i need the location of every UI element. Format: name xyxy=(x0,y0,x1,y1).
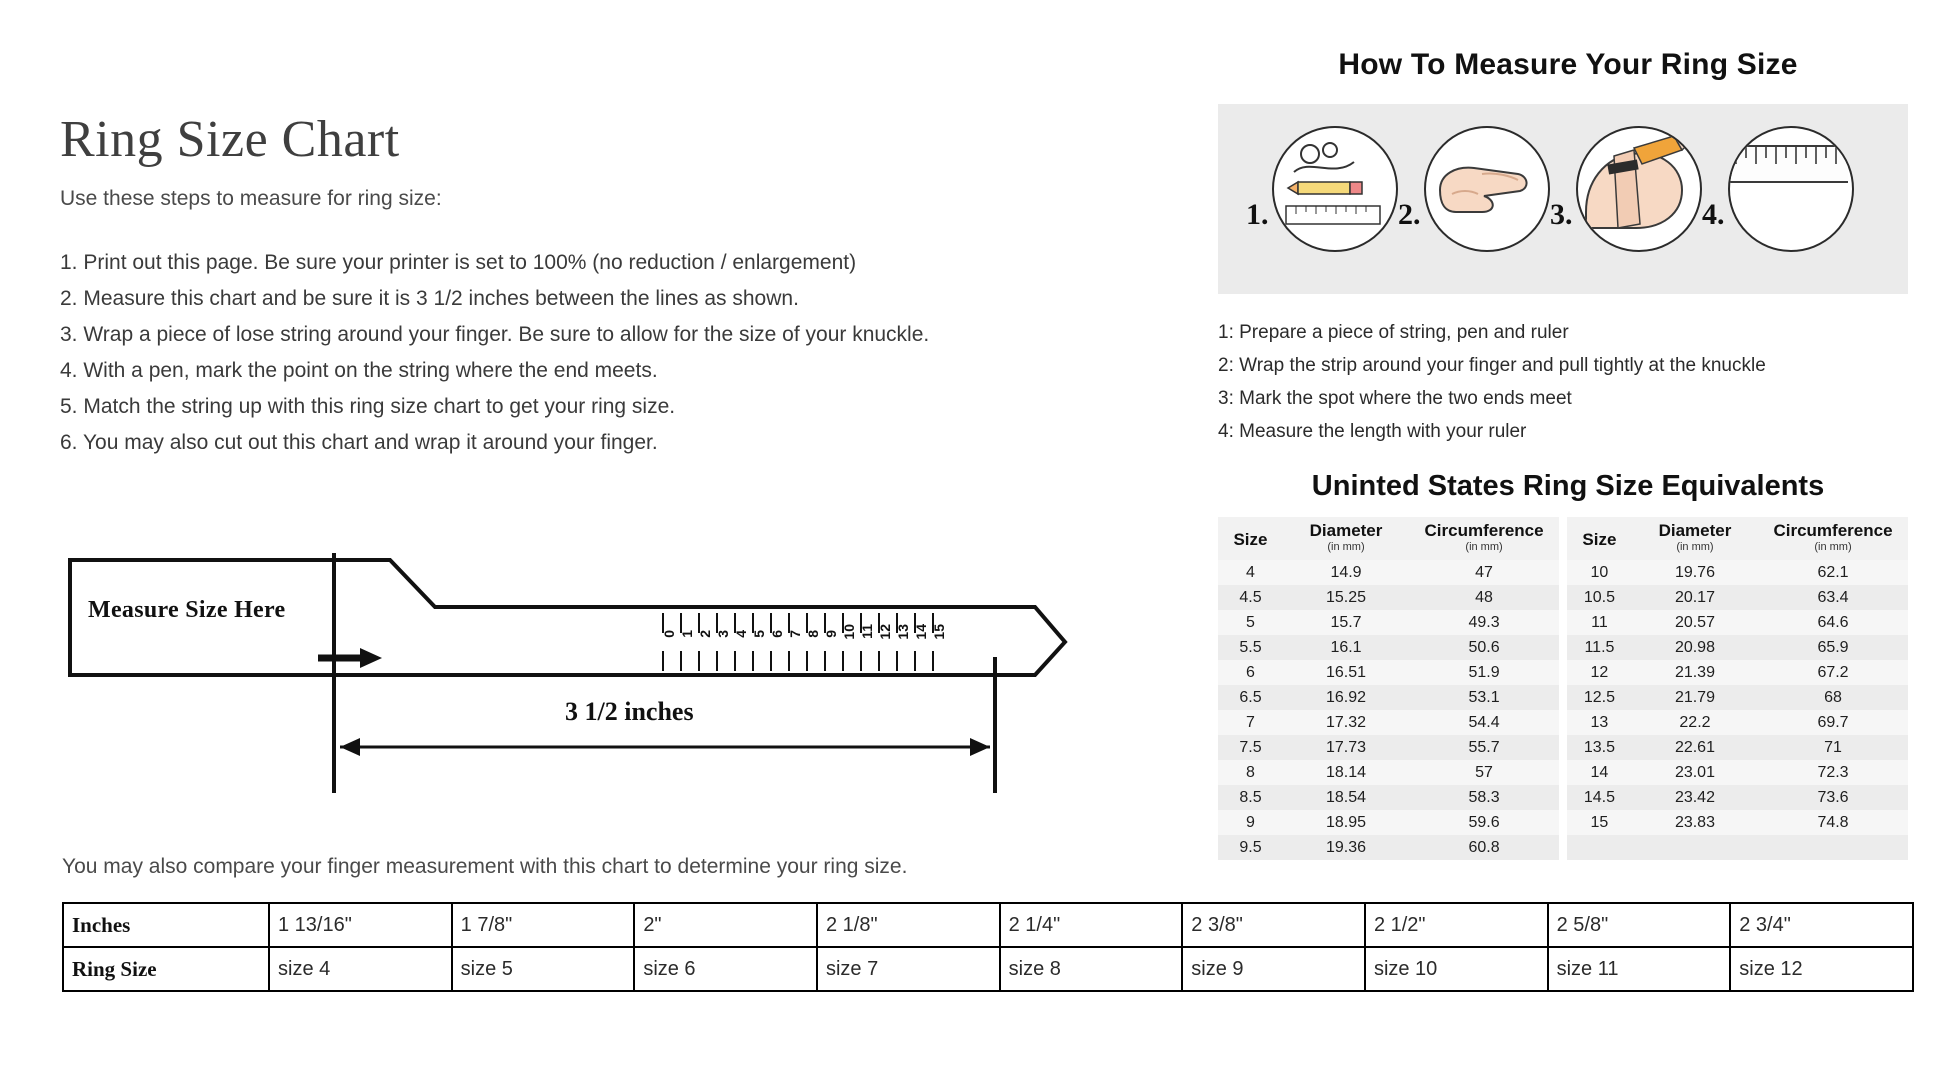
inches-cell: 2 1/2" xyxy=(1365,903,1548,947)
cell-size: 15 xyxy=(1590,813,1609,831)
cell-circumference xyxy=(1758,835,1908,860)
illustration-number: 4. xyxy=(1702,198,1725,231)
inches-cell: 2 3/4" xyxy=(1730,903,1913,947)
cell-circumference: 60.8 xyxy=(1468,838,1500,856)
ring-size-cell: size 9 xyxy=(1182,947,1365,991)
column-header-circumference xyxy=(1758,517,1908,560)
cell-diameter: 15.7 xyxy=(1330,613,1362,631)
cell-circumference: 49.3 xyxy=(1468,613,1500,631)
ruler-tick-label: 14 xyxy=(913,624,929,640)
equivalents-title: Uninted States Ring Size Equivalents xyxy=(1311,470,1825,502)
column-header-circumference-unit: (in mm) xyxy=(1814,541,1852,553)
cell-circumference: 55.7 xyxy=(1468,738,1500,756)
step-item: 2. Measure this chart and be sure it is 3 1/2 inches between the lines as shown. xyxy=(60,287,799,310)
cell-circumference: 62.1 xyxy=(1817,563,1849,581)
cell-size: 7.5 xyxy=(1239,738,1262,756)
cell-size: 5.5 xyxy=(1239,638,1262,656)
dimension-arrow-right xyxy=(970,738,990,756)
illustration-step-4 xyxy=(1702,126,1852,276)
cell-diameter: 20.57 xyxy=(1674,613,1715,631)
ruler-tick-label: 2 xyxy=(697,630,713,638)
illustration-step-2 xyxy=(1398,126,1548,276)
ruler-tick-label: 13 xyxy=(895,624,911,640)
cell-size: 9.5 xyxy=(1239,838,1262,856)
illustration-number: 3. xyxy=(1550,198,1573,231)
ruler-tick-label: 4 xyxy=(733,630,749,638)
table-row xyxy=(63,947,1913,991)
table-row xyxy=(1218,585,1559,610)
table-row xyxy=(1567,635,1908,660)
ruler-tick-label: 6 xyxy=(769,630,785,638)
column-header-diameter-label: Diameter xyxy=(1309,521,1383,540)
cell-size: 5 xyxy=(1246,613,1255,631)
inches-row-header: Inches xyxy=(63,903,269,947)
column-header-size: Size xyxy=(1567,517,1632,560)
cell-size: 13 xyxy=(1590,713,1609,731)
illustration-step-1 xyxy=(1246,126,1396,276)
instruction-item: 2: Wrap the strip around your finger and pull tightly at the knuckle xyxy=(1218,355,1766,376)
cell-size: 4 xyxy=(1246,563,1255,581)
instruction-item: 4: Measure the length with your ruler xyxy=(1218,421,1527,442)
column-header-size: Size xyxy=(1218,517,1283,560)
cell-diameter: 20.17 xyxy=(1674,588,1715,606)
cell-diameter: 16.51 xyxy=(1325,663,1367,681)
table-row xyxy=(1218,560,1559,585)
table-row xyxy=(1218,660,1559,685)
illustration-step-3 xyxy=(1550,126,1700,276)
cell-circumference: 64.6 xyxy=(1817,613,1849,631)
instruction-item: 3: Mark the spot where the two ends meet xyxy=(1218,388,1572,409)
table-row xyxy=(1567,585,1908,610)
cell-diameter: 16.1 xyxy=(1330,638,1362,656)
cell-circumference: 59.6 xyxy=(1468,813,1500,831)
cell-circumference: 63.4 xyxy=(1817,588,1849,606)
cell-diameter xyxy=(1632,835,1758,860)
ruler-tick-label: 8 xyxy=(805,630,821,638)
cell-circumference: 65.9 xyxy=(1817,638,1849,656)
ring-size-cell: size 12 xyxy=(1730,947,1913,991)
string-pencil-ruler-icon xyxy=(1272,126,1398,252)
cell-circumference: 54.4 xyxy=(1468,713,1500,731)
inches-cell: 2" xyxy=(634,903,817,947)
cell-diameter: 22.2 xyxy=(1679,713,1711,731)
cell-circumference: 71 xyxy=(1824,738,1842,756)
cell-size: 11.5 xyxy=(1584,638,1615,656)
equivalents-tables xyxy=(1218,517,1908,860)
page-subtitle: Use these steps to measure for ring size: xyxy=(60,187,442,210)
cell-circumference: 73.6 xyxy=(1817,788,1849,806)
cell-circumference: 47 xyxy=(1475,563,1493,581)
table-row xyxy=(1567,760,1908,785)
measure-instructions-list xyxy=(1218,316,1918,448)
cell-diameter: 18.14 xyxy=(1325,763,1367,781)
hand-pointing-icon xyxy=(1424,126,1550,252)
cell-diameter: 23.42 xyxy=(1674,788,1715,806)
column-header-diameter-unit: (in mm) xyxy=(1676,541,1714,553)
cell-size: 10.5 xyxy=(1583,588,1615,606)
table-row xyxy=(1567,735,1908,760)
cell-diameter: 15.25 xyxy=(1325,588,1367,606)
cell-diameter: 19.36 xyxy=(1325,838,1367,856)
ring-sizer-diagram xyxy=(60,545,1070,820)
cell-circumference: 67.2 xyxy=(1817,663,1849,681)
equivalents-table-right xyxy=(1567,517,1908,860)
table-row xyxy=(1567,710,1908,735)
illustration-number: 2. xyxy=(1398,198,1421,231)
ruler-tick-label: 3 xyxy=(715,630,731,638)
cell-size: 7 xyxy=(1246,713,1255,731)
ruler-tick-label: 11 xyxy=(859,624,875,639)
cell-diameter: 14.9 xyxy=(1330,563,1362,581)
cell-size: 12 xyxy=(1590,663,1609,681)
step-item: 4. With a pen, mark the point on the string where the end meets. xyxy=(60,359,658,382)
page-title: Ring Size Chart xyxy=(60,111,400,168)
inches-cell: 1 7/8" xyxy=(452,903,635,947)
ruler-tick-label: 5 xyxy=(751,630,767,638)
ruler-tick-label: 7 xyxy=(787,630,803,638)
ruler-tick-label: 9 xyxy=(823,630,839,638)
table-row xyxy=(1218,810,1559,835)
cell-size: 14 xyxy=(1590,763,1609,781)
cell-size: 6.5 xyxy=(1239,688,1262,706)
cell-diameter: 23.01 xyxy=(1674,763,1715,781)
ruler-tick-label: 15 xyxy=(931,624,947,640)
cell-size xyxy=(1567,835,1632,860)
ring-size-cell: size 11 xyxy=(1548,947,1731,991)
column-header-diameter-label: Diameter xyxy=(1658,521,1732,540)
ring-size-cell: size 8 xyxy=(1000,947,1183,991)
cell-size: 6 xyxy=(1246,663,1255,681)
ruler-icon xyxy=(1728,126,1854,252)
table-row xyxy=(1218,735,1559,760)
compare-note: You may also compare your finger measurement with this chart to determine your ring size. xyxy=(62,855,908,878)
cell-circumference: 48 xyxy=(1475,588,1493,606)
column-header-diameter xyxy=(1283,517,1409,560)
cell-circumference: 68 xyxy=(1824,688,1842,706)
cell-size: 14.5 xyxy=(1583,788,1615,806)
cell-circumference: 50.6 xyxy=(1468,638,1500,656)
instruction-item: 1: Prepare a piece of string, pen and ruler xyxy=(1218,322,1569,343)
cell-diameter: 18.54 xyxy=(1325,788,1367,806)
finger-with-strip-icon xyxy=(1576,126,1702,252)
cell-diameter: 17.73 xyxy=(1325,738,1367,756)
cell-circumference: 57 xyxy=(1475,763,1493,781)
inches-cell: 2 3/8" xyxy=(1182,903,1365,947)
ring-size-cell: size 10 xyxy=(1365,947,1548,991)
table-row xyxy=(1218,685,1559,710)
step-item: 3. Wrap a piece of lose string around your finger. Be sure to allow for the size of your knuckle. xyxy=(60,323,930,346)
table-header-row xyxy=(1218,517,1559,560)
inches-cell: 1 13/16" xyxy=(269,903,452,947)
cell-size: 11 xyxy=(1591,613,1608,631)
ruler-tick-label: 1 xyxy=(679,630,695,638)
cell-size: 4.5 xyxy=(1239,588,1262,606)
table-row xyxy=(1567,685,1908,710)
cell-circumference: 72.3 xyxy=(1817,763,1849,781)
how-to-measure-title: How To Measure Your Ring Size xyxy=(1338,48,1798,81)
column-header-diameter xyxy=(1632,517,1758,560)
table-row xyxy=(1567,610,1908,635)
cell-circumference: 74.8 xyxy=(1817,813,1849,831)
inches-cell: 2 1/8" xyxy=(817,903,1000,947)
right-column xyxy=(1218,48,1918,860)
table-row xyxy=(1218,760,1559,785)
inches-cell: 2 1/4" xyxy=(1000,903,1183,947)
ring-size-cell: size 7 xyxy=(817,947,1000,991)
column-header-circumference-unit: (in mm) xyxy=(1465,541,1503,553)
table-row xyxy=(1218,610,1559,635)
inches-cell: 2 5/8" xyxy=(1548,903,1731,947)
cell-size: 10 xyxy=(1590,563,1609,581)
column-header-circumference-label: Circumference xyxy=(1773,521,1893,540)
equivalents-table-left xyxy=(1218,517,1559,860)
cell-diameter: 16.92 xyxy=(1325,688,1367,706)
column-header-diameter-unit: (in mm) xyxy=(1327,541,1365,553)
cell-size: 8 xyxy=(1246,763,1255,781)
ruler-tick-label: 0 xyxy=(661,630,677,638)
dimension-arrow-left xyxy=(340,738,360,756)
ruler-number-row xyxy=(661,555,987,665)
table-row xyxy=(1218,835,1559,860)
cell-diameter: 21.39 xyxy=(1674,663,1715,681)
cell-diameter: 19.76 xyxy=(1674,563,1715,581)
table-row xyxy=(1567,810,1908,835)
cell-diameter: 21.79 xyxy=(1674,688,1715,706)
cell-diameter: 17.32 xyxy=(1325,713,1367,731)
cell-size: 13.5 xyxy=(1583,738,1615,756)
ring-size-cell: size 6 xyxy=(634,947,817,991)
cell-size: 8.5 xyxy=(1239,788,1262,806)
cell-circumference: 58.3 xyxy=(1468,788,1500,806)
cell-diameter: 18.95 xyxy=(1325,813,1367,831)
table-row xyxy=(1567,835,1908,860)
ring-size-row-header: Ring Size xyxy=(63,947,269,991)
ring-size-cell: size 4 xyxy=(269,947,452,991)
table-row xyxy=(1218,635,1559,660)
cell-size: 12.5 xyxy=(1583,688,1615,706)
step-item: 5. Match the string up with this ring size chart to get your ring size. xyxy=(60,395,676,418)
inches-to-size-table xyxy=(62,902,1914,992)
table-row xyxy=(1218,710,1559,735)
cell-diameter: 20.98 xyxy=(1674,638,1715,656)
ruler-tick-label: 10 xyxy=(841,624,857,640)
column-header-circumference-label: Circumference xyxy=(1424,521,1544,540)
table-header-row xyxy=(1567,517,1908,560)
step-item: 6. You may also cut out this chart and wrap it around your finger. xyxy=(60,431,658,454)
cell-circumference: 69.7 xyxy=(1817,713,1849,731)
ring-size-cell: size 5 xyxy=(452,947,635,991)
left-column xyxy=(60,110,1140,461)
cell-size: 9 xyxy=(1246,813,1255,831)
cell-diameter: 22.61 xyxy=(1674,738,1715,756)
illustration-band xyxy=(1218,104,1908,294)
cell-circumference: 53.1 xyxy=(1468,688,1500,706)
table-divider xyxy=(1559,517,1567,860)
step-item: 1. Print out this page. Be sure your printer is set to 100% (no reduction / enlargement) xyxy=(60,251,857,274)
column-header-circumference xyxy=(1409,517,1559,560)
cell-diameter: 23.83 xyxy=(1674,813,1715,831)
measure-size-here-label: Measure Size Here xyxy=(88,597,286,623)
table-row xyxy=(1218,785,1559,810)
table-row xyxy=(1567,660,1908,685)
steps-list xyxy=(60,245,1140,461)
table-row xyxy=(1567,785,1908,810)
cell-circumference: 51.9 xyxy=(1468,663,1500,681)
length-dimension-label: 3 1/2 inches xyxy=(565,697,694,726)
table-row xyxy=(1567,560,1908,585)
illustration-number: 1. xyxy=(1246,198,1269,231)
ruler-tick-label: 12 xyxy=(877,624,893,640)
table-row xyxy=(63,903,1913,947)
